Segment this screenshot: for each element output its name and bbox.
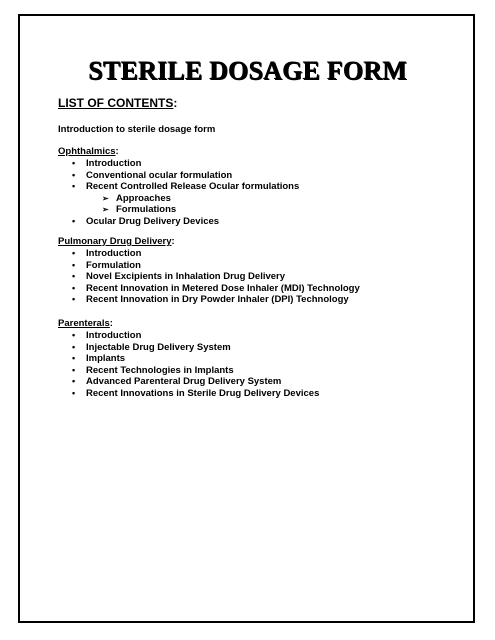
sub-list-item: ➢ Approaches [58,193,299,205]
sub-list-item: ➢ Formulations [58,204,299,216]
section-heading-text: Pulmonary Drug Delivery [58,236,172,247]
section-heading-text: Parenterals [58,318,110,329]
section-pulmonary-drug-delivery [58,236,360,306]
list-item: • Recent Controlled Release Ocular formulations [58,181,299,193]
list-item: • Novel Excipients in Inhalation Drug Delivery [58,271,360,283]
list-item: • Recent Innovation in Metered Dose Inhaler (MDI) Technology [58,283,360,295]
list-of-contents-heading [58,96,177,110]
section-heading: Ophthalmics: [58,146,119,157]
section-list [58,158,299,228]
list-item: • Conventional ocular formulation [58,170,299,182]
document-title: STERILE DOSAGE FORM [88,56,407,85]
section-heading: Parenterals: [58,318,113,329]
list-item: • Recent Innovation in Dry Powder Inhaler (DPI) Technology [58,294,360,306]
list-item: • Formulation [58,260,360,272]
list-item: • Introduction [58,248,360,260]
list-item: • Recent Innovations in Sterile Drug Delivery Devices [58,388,319,400]
section-ophthalmics [58,146,299,228]
list-item: • Injectable Drug Delivery System [58,342,319,354]
section-heading: Pulmonary Drug Delivery: [58,236,175,247]
section-list [58,330,319,400]
list-of-contents-label: LIST OF CONTENTS [58,96,174,110]
section-heading-text: Ophthalmics [58,146,116,157]
intro-line: Introduction to sterile dosage form [58,124,216,135]
list-item: • Recent Technologies in Implants [58,365,319,377]
section-parenterals [58,318,319,400]
section-list [58,248,360,306]
list-of-contents-colon: : [173,96,178,110]
list-item: • Introduction [58,330,319,342]
list-item: • Advanced Parenteral Drug Delivery System [58,376,319,388]
list-item: • Ocular Drug Delivery Devices [58,216,299,228]
list-item: • Implants [58,353,319,365]
list-item: • Introduction [58,158,299,170]
